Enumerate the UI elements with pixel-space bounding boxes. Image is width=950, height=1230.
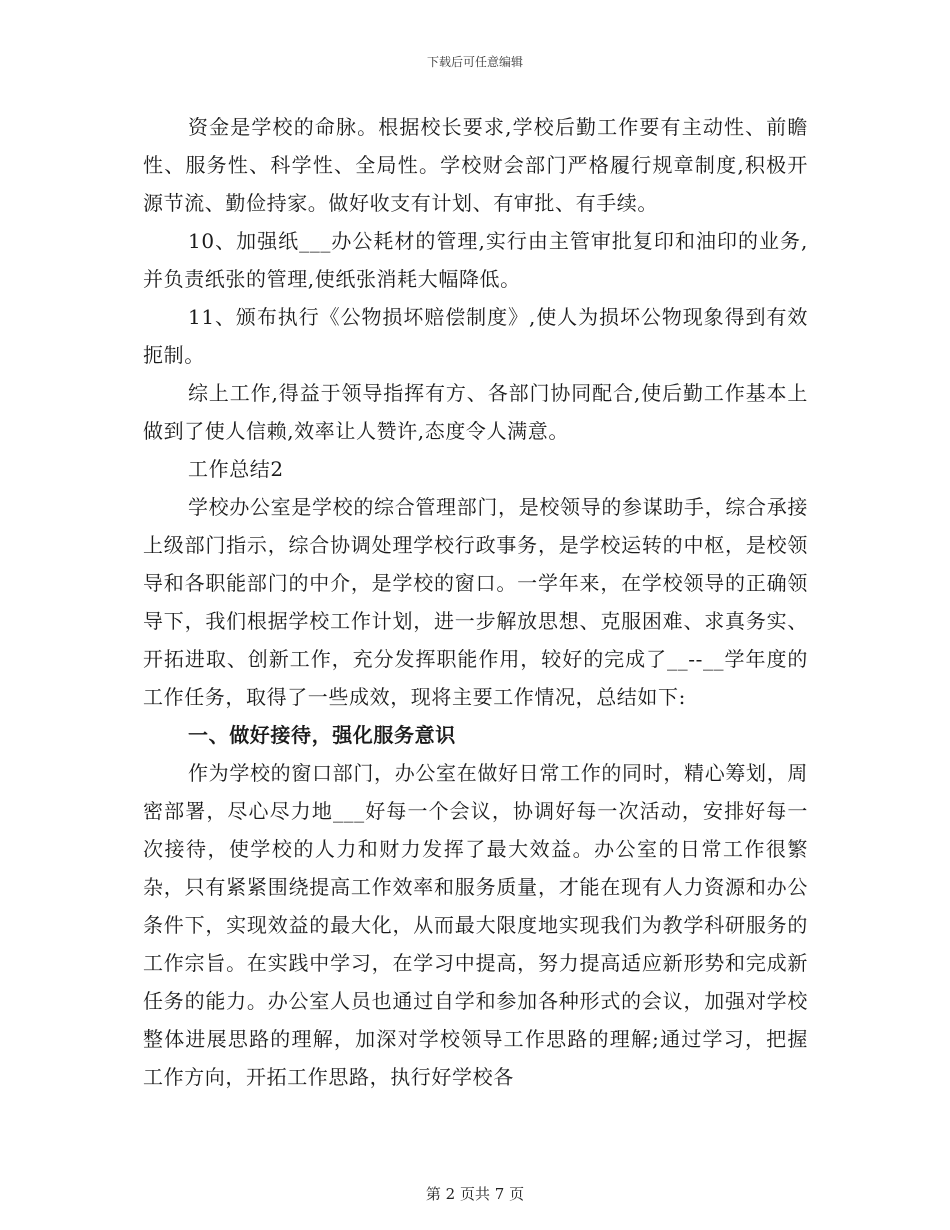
page-header: 下载后可任意编辑 [426,55,523,69]
document-body [143,108,808,1096]
paragraph-finance: 资金是学校的命脉。根据校长要求,学校后勤工作要有主动性、前瞻性、服务性、科学性、全局性。学校财会部门严格履行规章制度,积极开源节流、勤俭持家。做好收支有计划、有审批、有手续。 [143,115,808,215]
paragraph-summary: 综上工作,得益于领导指挥有方、各部门协同配合,使后勤工作基本上做到了使人信赖,效率让人赞许,态度令人满意。 [143,381,808,443]
paragraph-office-intro: 学校办公室是学校的综合管理部门，是校领导的参谋助手，综合承接上级部门指示，综合协调处理学校行政事务，是学校运转的中枢，是校领导和各职能部门的中介，是学校的窗口。一学年来，在学校领导的正确领导下，我们根据学校工作计划，进一步解放思想、克服困难、求真务实、开拓进取、创新工作，充分发挥职能作用，较好的完成了__--__学年度的工作任务，取得了一些成效，现将主要工作情况，总结如下: [143,495,808,709]
paragraph-item-11: 11、颁布执行《公物损坏赔偿制度》,使人为损坏公物现象得到有效扼制。 [143,305,808,367]
section-heading: 一、做好接待，强化服务意识 [188,723,456,747]
paragraph-reception: 作为学校的窗口部门，办公室在做好日常工作的同时，精心筹划，周密部署，尽心尽力地___好每一个会议，协调好每一次活动，安排好每一次接待，使学校的人力和财力发挥了最大效益。办公室的日常工作很繁杂，只有紧紧围绕提高工作效率和服务质量，才能在现有人力资源和办公条件下，实现效益的最大化，从而最大限度地实现我们为教学科研服务的工作宗旨。在实践中学习，在学习中提高，努力提高适应新形势和完成新任务的能力。办公室人员也通过自学和参加各种形式的会议，加强对学校整体进展思路的理解，加深对学校领导工作思路的理解;通过学习，把握工作方向，开拓工作思路，执行好学校各 [143,761,808,1089]
paragraph-item-10: 10、加强纸___办公耗材的管理,实行由主管审批复印和油印的业务,并负责纸张的管理,使纸张消耗大幅降低。 [143,229,808,291]
section-title: 工作总结2 [188,457,284,481]
page-footer: 第 2 页共 7 页 [425,1185,525,1203]
